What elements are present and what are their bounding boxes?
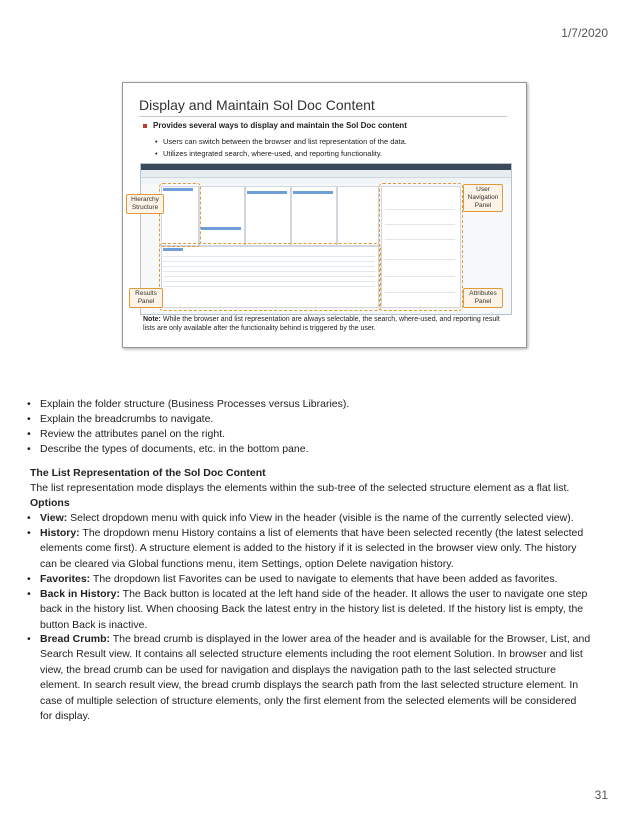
browser-selected-row: [247, 191, 287, 194]
option-text: back in the history list. When choosing Back the latest entry in the history list is deleted. If the history list is empty, the: [40, 603, 584, 616]
callout-user-navigation-panel: User Navigation Panel: [463, 184, 503, 212]
browser-column: [291, 186, 337, 246]
browser-column: [245, 186, 291, 246]
slide-sub-bullet: • Users can switch between the browser and list representation of the data.: [163, 137, 407, 146]
browser-selected-row: [201, 227, 241, 230]
list-item: • Review the attributes panel on the right.: [40, 428, 225, 440]
section-heading: The List Representation of the Sol Doc Content: [30, 467, 266, 479]
option-label: Back in History:: [40, 588, 120, 600]
results-highlight: [159, 243, 381, 311]
slide-image: [122, 82, 527, 348]
option-text: The dropdown menu History contains a list of elements that have been selected recently (the latest selected: [79, 527, 584, 539]
option-view: [40, 511, 605, 526]
list-item: • Explain the folder structure (Business Processes versus Libraries).: [40, 398, 349, 410]
slide-title: Display and Maintain Sol Doc Content: [139, 97, 375, 113]
attributes-highlight: [379, 183, 463, 311]
option-label: Favorites:: [40, 573, 91, 585]
slide-note: [143, 315, 513, 333]
browser-selected-row: [293, 191, 333, 194]
callout-attributes-panel: Attributes Panel: [463, 288, 503, 308]
callout-results-panel: Results Panel: [129, 288, 163, 308]
browser-column: [199, 186, 245, 246]
option-back-in-history: [40, 587, 605, 633]
list-item: • Explain the breadcrumbs to navigate.: [40, 413, 213, 425]
note-label: Note:: [143, 316, 161, 323]
section-intro: The list representation mode displays the elements within the sub-tree of the selected structure element as a flat list.: [30, 482, 570, 494]
slide-main-bullet-text: Provides several ways to display and maintain the Sol Doc content: [153, 121, 407, 130]
page-number: 31: [594, 788, 608, 802]
hierarchy-highlight: [159, 183, 201, 247]
option-text: element. In search result view, the bread crumb displays the search path from the last selected structure element. In: [40, 679, 579, 692]
list-item: • Describe the types of documents, etc. in the bottom pane.: [40, 443, 308, 455]
callout-hierarchy-structure: Hierarchy Structure: [126, 194, 164, 214]
option-label: History:: [40, 527, 80, 539]
options-heading: Options: [30, 497, 70, 509]
option-history: [40, 526, 605, 572]
option-text: elements come first). A structure element is added to the history if it is selected in the browser view only. The history: [40, 542, 577, 555]
document-date: 1/7/2020: [561, 26, 608, 40]
option-text: The bread crumb is displayed in the lower area of the header and is available for the Browser, List, and: [110, 633, 591, 645]
option-text: case of multiple selection of structure elements, only the first element from the selected elements will be considered: [40, 694, 577, 707]
option-text: for display.: [40, 710, 90, 723]
option-text: The Back button is located at the left hand side of the header. It allows the user to navigate one step: [119, 588, 588, 600]
option-text: Search Result view. It contains all selected structure elements including the root element Solution. In browser and list: [40, 648, 583, 661]
option-text: can be cleared via Global functions menu, item Settings, option Delete navigation history.: [40, 557, 454, 570]
slide-sub-bullet: • Utilizes integrated search, where-used, and reporting functionality.: [163, 149, 382, 158]
slide-title-divider: [139, 116, 507, 117]
option-text: Select dropdown menu with quick info View in the header (visible is the name of the currently selected view).: [67, 512, 574, 524]
option-label: Bread Crumb:: [40, 633, 111, 645]
slide-main-bullet: [143, 121, 407, 130]
app-toolbar: [141, 170, 511, 178]
option-bread-crumb: [40, 632, 605, 724]
option-text: view, the bread crumb can be used for navigation and displays the navigation path to the last selected structure: [40, 663, 556, 676]
option-favorites: [40, 572, 605, 587]
option-label: View:: [40, 512, 68, 524]
option-text: The dropdown list Favorites can be used to navigate to elements that have been added as favorites.: [90, 573, 558, 585]
option-text: button Back is inactive.: [40, 618, 148, 631]
square-bullet-icon: [143, 124, 147, 128]
browser-column: [337, 186, 379, 246]
note-text: While the browser and list representation are always selectable, the search, where-used, and reporting result lists are only available after the functionality behind is triggered by the user.: [143, 316, 500, 332]
